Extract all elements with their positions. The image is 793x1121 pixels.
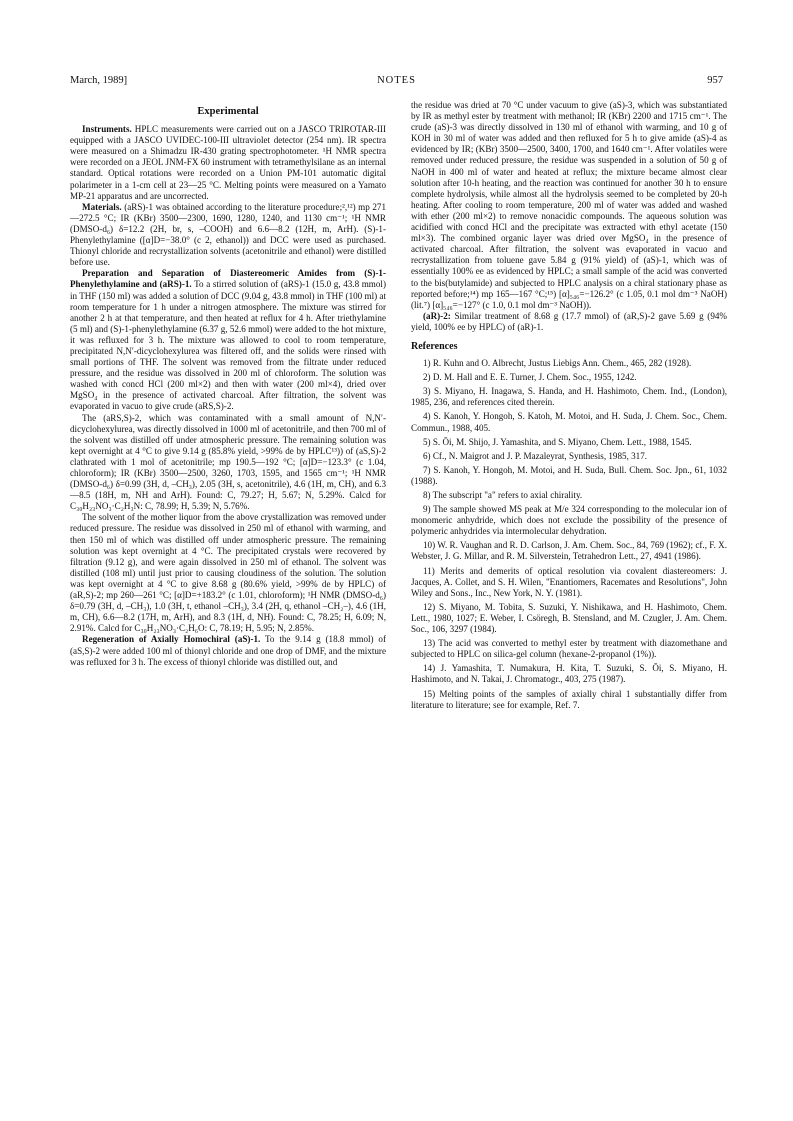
paragraph-regeneration [70, 634, 386, 667]
paragraph-text: (aRS)-1 was obtained according to the literature procedure;²,¹²) mp 271—272.5 °C; IR (KBr) 3500—2300, 1690, 1280, 1240, and 1130 cm⁻¹; ¹H NMR (DMSO-d₆) δ=12.2 (2H, br, s, –COOH) and 6.6—8.2 (12H, m, ArH). (S)-1-Phenylethylamine ([α]D=−38.0° (c 2, ethanol)) and DCC were used as purchased. Thionyl chloride and recrystallization solvents (acetonitrile and ethanol) were distilled before use. [70, 201, 386, 268]
reference-item: 10) W. R. Vaughan and R. D. Carlson, J. Am. Chem. Soc., 84, 769 (1962); cf., F. X. Webster, J. G. Millar, and R. M. Silverstein, Tetrahedron Lett., 27, 4941 (1986). [411, 540, 727, 562]
references-list [411, 358, 727, 711]
runin-heading: (aR)-2: [423, 310, 451, 321]
paragraph-regeneration-continued [411, 100, 727, 311]
paragraph-text: To a stirred solution of (aRS)-1 (15.0 g, 43.8 mmol) in THF (150 ml) was added a solution of DCC (9.04 g, 43.8 mmol) in THF (100 ml) at room temperature for 1 h under a nitrogen atmosphere. The mixture was stirred for another 2 h at that temperature, and then heated at reflux for 4 h. After triethylamine (5 ml) and (S)-1-phenylethylamine (6.37 g, 52.6 mmol) were added to the hot mixture, it was refluxed for 3 h. The mixture was allowed to cool to room temperature, precipitated N,N′-dicyclohexylurea was filtered off, and the solids were rinsed with small portions of THF. The solvent was removed from the filtrate under reduced pressure, and the residue was dissolved in 200 ml of chloroform. The solution was washed with concd HCl (200 ml×2) and then with water (200 ml×4), dried over MgSO₄ in the presence of activated charcoal. After filtration, the solvent was evaporated in vacuo to give crude (aRS,S)-2. [70, 279, 386, 412]
reference-item: 14) J. Yamashita, T. Numakura, H. Kita, T. Suzuki, S. Ōi, S. Miyano, H. Hashimoto, and N. Takai, J. Chromatogr., 403, 275 (1987). [411, 663, 727, 685]
paragraph-text: To the 9.14 g (18.8 mmol) of (aS,S)-2 were added 100 ml of thionyl chloride and one drop of DMF, and the mixture was refluxed for 3 h. The excess of thionyl chloride was distilled out, and [70, 634, 386, 667]
runin-heading: Materials. [82, 201, 122, 212]
paragraph-text: Similar treatment of 8.68 g (17.7 mmol) of (aR,S)-2 gave 5.69 g (94% yield, 100% ee by HPLC) of (aR)-1. [411, 310, 727, 332]
left-column [70, 100, 386, 668]
runin-heading: Preparation and Separation of Diastereomeric Amides from (S)-1-Phenylethylamine and (aRS)-1. [70, 268, 386, 290]
reference-item: 12) S. Miyano, M. Tobita, S. Suzuki, Y. Nishikawa, and H. Hashimoto, Chem. Lett., 1980, 1027; E. Weber, I. Csöregh, B. Stensland, and M. Czugler, J. Am. Chem. Soc., 106, 3297 (1984). [411, 601, 727, 635]
header-page-number: 957 [707, 75, 723, 86]
header-section: NOTES [377, 75, 416, 86]
reference-item: 8) The subscript "a" refers to axial chirality. [423, 490, 583, 500]
paragraph-materials [70, 202, 386, 269]
experimental-title: Experimental [197, 106, 259, 117]
paragraph-text: the residue was dried at 70 °C under vacuum to give (aS)-3, which was substantiated by IR as methyl ester by treatment with methanol; IR (KBr) 2200 and 1715 cm⁻¹. The crude (aS)-3 was directly dissolved in 130 ml of ethanol with warming, and 10 g of KOH in 30 ml of water was added and then refluxed for 5 h to give amide (aS)-4 as evidenced by IR; (KBr) 3500—2500, 3400, 1700, and 1640 cm⁻¹. After volatiles were removed under reduced pressure, the residue was suspended in a solution of 50 g of NaOH in 400 ml of water and heated at reflux; the mixture became almost clear solution after 10-h heating, and the reaction was continued for another 30 h to ensure complete hydrolysis, while almost all the hydrolysis seemed to be completed by 20-h heating. After cooling to room temperature, 200 ml of water was added and washed with ether (200 ml×2) to remove nonacidic compounds. The aqueous solution was acidified with concd HCl and the precipitate was extracted with ethyl acetate (150 ml×3). The combined organic layer was dried over MgSO₄ in the presence of activated charcoal. After filtration, the solvent was evaporated in vacuo and recrystallization from toluene gave 5.84 g (91% yield) of (aS)-1, which was of essentially 100% ee as evidenced by HPLC; a small sample of the acid was converted to the bis(butylamide) and subjected to HPLC analysis on a chiral stationary phase as reported before;¹⁴) mp 165—167 °C;¹⁵) [α]₅₄₆=−126.2° (c 1.05, 0.1 mol dm⁻³ NaOH) (lit.⁷) [α]₅₄₆=−127° (c 1.0, 0.1 mol dm⁻³ NaOH)). [411, 100, 727, 310]
reference-item: 6) Cf., N. Maigrot and J. P. Mazaleyrat, Synthesis, 1985, 317. [423, 450, 648, 461]
reference-item: 9) The sample showed MS peak at M/e 324 corresponding to the molecular ion of monomeric anhydride, which does not exclude the possibility of the presence of polymeric anhydrides via intermolecular dehydration. [411, 504, 727, 537]
paragraph-ar-2 [411, 311, 727, 333]
runin-heading: Regeneration of Axially Homochiral (aS)-1. [82, 634, 261, 645]
reference-item: 4) S. Kanoh, Y. Hongoh, S. Katoh, M. Motoi, and H. Suda, J. Chem. Soc., Chem. Commun., 1988, 405. [411, 411, 727, 433]
paragraph-text: The solvent of the mother liquor from the above crystallization was removed under reduced pressure. The residue was dissolved in 250 ml of ethanol with warming, and then 150 ml of which was distilled off under atmospheric pressure. The remaining solution was kept overnight at 4 °C. The precipitated crystals were recovered by filtration (9.12 g), and were again dissolved in 250 ml of ethanol. The solvent was distilled (108 ml) until just prior to causing cloudiness of the solution. The solution was kept overnight at 4 °C to give 8.68 g (80.6% yield, >99% de by HPLC) of (aR,S)-2; mp 260—261 °C; [α]D=+183.2° (c 1.01, chloroform); ¹H NMR (DMSO-d₆) δ=0.79 (3H, d, –CH₃), 1.0 (3H, t, ethanol –CH₃), 3.4 (2H, q, ethanol –CH₂–), 4.6 (1H, m, CH), 6.6—8.2 (17H, m, ArH), and 8.3 (1H, d, NH). Found: C, 78.25; H, 6.09; N, 2.91%. Calcd for C₃₀H₂₃NO₃·C₂H₆O: C, 78.19; H, 5.95; N, 2.85%. [70, 512, 386, 634]
paragraph-text: HPLC measurements were carried out on a JASCO TRIROTAR-III equipped with a JASCO UVIDEC-100-III ultraviolet detector (254 nm). IR spectra were measured on a Shimadzu IR-430 grating spectrophotometer. ¹H NMR spectra were recorded on a JEOL JNM-FX 60 instrument with tetramethylsilane as an internal standard. Optical rotations were recorded on a Union PM-101 automatic digital polarimeter in a 1-cm cell at 23—25 °C. Melting points were measured on a Yamato MP-21 apparatus and are uncorrected. [70, 124, 386, 201]
reference-item: 5) S. Ōi, M. Shijo, J. Yamashita, and S. Miyano, Chem. Lett., 1988, 1545. [423, 436, 692, 447]
reference-item: 7) S. Kanoh, Y. Hongoh, M. Motoi, and H. Suda, Bull. Chem. Soc. Jpn., 61, 1032 (1988). [411, 464, 727, 486]
references-title: References [411, 340, 458, 352]
paragraph-preparation [70, 268, 386, 412]
header-date: March, 1989] [70, 75, 128, 86]
reference-item: 13) The acid was converted to methyl ester by treatment with diazomethane and subjected to HPLC on silica-gel column (hexane-2-propanol (1%)). [411, 638, 727, 660]
reference-item: 15) Melting points of the samples of axially chiral 1 substantially differ from literature to literature; see for example, Ref. 7. [411, 688, 727, 710]
right-column [411, 100, 727, 714]
reference-item: 2) D. M. Hall and E. E. Turner, J. Chem. Soc., 1955, 1242. [423, 372, 637, 383]
reference-item: 3) S. Miyano, H. Inagawa, S. Handa, and H. Hashimoto, Chem. Ind., (London), 1985, 236, and references cited therein. [411, 386, 727, 408]
paragraph-instruments [70, 124, 386, 202]
reference-item: 1) R. Kuhn and O. Albrecht, Justus Liebigs Ann. Chem., 465, 282 (1928). [423, 358, 692, 369]
reference-item: 11) Merits and demerits of optical resolution via covalent diastereomers: J. Jacques, A. Collet, and S. H. Wilen, "Enantiomers, Racemates and Resolutions", John Wiley and Sons., Inc., New York, N. Y. (1981). [411, 565, 727, 598]
paragraph-text: The (aRS,S)-2, which was contaminated with a small amount of N,N′-dicyclohexylurea, was directly dissolved in 1000 ml of acetonitrile, and then 700 ml of the solvent was distilled off under atmospheric pressure. The remaining solution was kept overnight at 4 °C to give 9.14 g (85.8% yield, >99% de by HPLC¹³)) of (aS,S)-2 clathrated with 1 mol of acetonitrile; mp 190.5—192 °C; [α]D=−123.3° (c 1.04, chloroform); IR (KBr) 3500—2500, 3260, 1703, 1595, and 1565 cm⁻¹; ¹H NMR (DMSO-d₆) δ=0.99 (3H, d, –CH₃), 2.05 (3H, s, acetonitrile), 4.6 (1H, m, CH), and 6.3—8.5 (18H, m, NH and ArH). Found: C, 79.27; H, 5.67; N, 5.29%. Calcd for C₃₀H₂₃NO₃·C₂H₃N: C, 78.99; H, 5.39; N, 5.76%. [70, 412, 386, 512]
runin-heading: Instruments. [82, 124, 132, 135]
paragraph-mother-liquor [70, 512, 386, 634]
paragraph-crystallization [70, 413, 386, 513]
